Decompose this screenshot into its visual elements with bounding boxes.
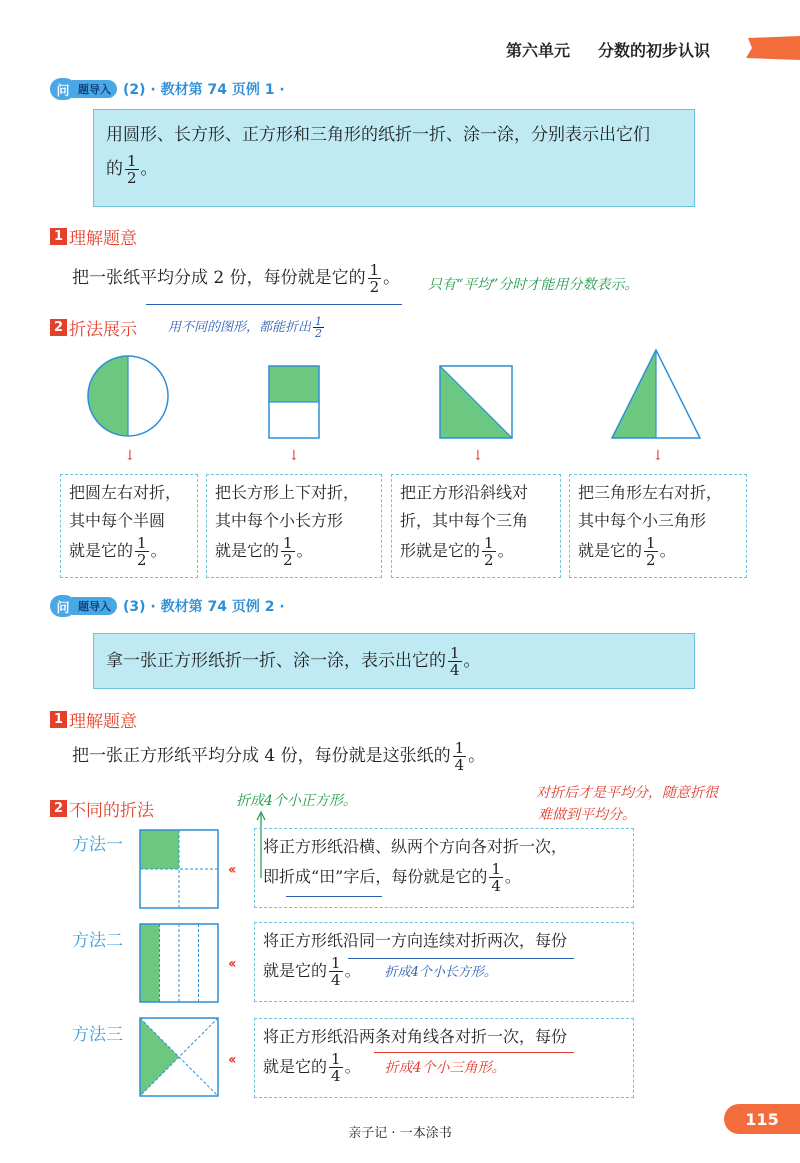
numerator: 1: [283, 534, 293, 552]
q-text-post: 。: [140, 159, 158, 179]
down-arrow-icon: ↓: [472, 448, 484, 464]
period: 。: [296, 541, 313, 560]
fraction-half: [482, 535, 496, 568]
step-label: 理解题意: [69, 712, 137, 732]
circle-half-diagram: [82, 350, 178, 446]
numerator: 1: [315, 315, 323, 328]
numerator: 1: [137, 534, 147, 552]
box-text: 就是它的: [215, 541, 280, 560]
denominator: 2: [484, 551, 494, 569]
numerator: 1: [331, 954, 341, 972]
textbook-ref: (3) · 教材第 74 页例 2 ·: [123, 599, 285, 615]
box-line: [578, 535, 738, 568]
numerator: 1: [369, 261, 380, 279]
understanding-text-1: [72, 262, 400, 295]
box-line: 把正方形沿斜线对: [400, 483, 529, 502]
underline: [286, 896, 382, 897]
q-text: 拿一张正方形纸折一折、涂一涂，表示出它的: [106, 651, 446, 671]
square-diagonal-diagram: [436, 362, 518, 442]
explanation-box-circle: [60, 474, 198, 578]
numerator: 1: [484, 534, 494, 552]
denominator: 2: [646, 551, 656, 569]
box-line: 其中每个小三角形: [578, 511, 707, 530]
numerator: 1: [646, 534, 656, 552]
fraction-half: [125, 153, 139, 186]
triangle-half-diagram: [608, 346, 706, 442]
handwritten-note-green: 折成4个小正方形。: [236, 793, 357, 809]
box-text: 形就是它的: [400, 541, 481, 560]
step-label: 折法展示: [69, 320, 137, 340]
intro-badge-1: [50, 78, 285, 100]
question-box-1: [93, 109, 695, 207]
unit-label: 第六单元: [506, 41, 571, 60]
pointer-chevron-icon: ‹‹: [228, 1052, 234, 1068]
box-text: 就是它的: [578, 541, 643, 560]
underline: [348, 958, 574, 959]
fraction-quarter: [329, 1051, 343, 1084]
step-folding-2: [50, 796, 154, 821]
pointer-chevron-icon: ‹‹: [228, 862, 234, 878]
denominator: 4: [454, 756, 465, 774]
denominator: 2: [369, 278, 380, 296]
numerator: 1: [331, 1050, 341, 1068]
fraction-half: [368, 262, 382, 295]
handwritten-note-blue: 折成4个小长方形。: [384, 965, 497, 980]
method-label-3: 方法三: [72, 1025, 123, 1045]
note-text: 用不同的图形，都能折出: [168, 320, 312, 335]
down-arrow-icon: ↓: [652, 448, 664, 464]
fraction-quarter: [329, 955, 343, 988]
box-line: 把长方形上下对折，: [215, 483, 360, 502]
question-box-2: [93, 633, 695, 689]
period: 。: [344, 1057, 361, 1076]
period: 。: [504, 867, 521, 886]
step-label: 不同的折法: [69, 801, 154, 821]
understanding-sentence: 把一张正方形纸平均分成 4 份，每份就是这张纸的: [72, 746, 451, 766]
denominator: 2: [283, 551, 293, 569]
fraction-quarter: [448, 645, 462, 678]
fraction-quarter: [489, 861, 503, 894]
step-number: 2: [50, 319, 67, 336]
box-line: [215, 535, 373, 568]
pointer-chevron-icon: ‹‹: [228, 956, 234, 972]
badge-label: 题导入: [72, 80, 117, 98]
question-line-1: 用圆形、长方形、正方形和三角形的纸折一折、涂一涂，分别表示出它们: [106, 125, 650, 145]
fraction-half: [313, 316, 324, 339]
step-number: 1: [50, 711, 67, 728]
rectangle-half-diagram: [265, 362, 325, 442]
box-line: 其中每个小长方形: [215, 511, 344, 530]
method-line: [263, 1051, 625, 1084]
handwritten-note-red: 折成4个小三角形。: [384, 1060, 506, 1076]
explanation-box-triangle: [569, 474, 747, 578]
handwritten-note-red-1: 对折后才是平均分，随意折很: [536, 785, 718, 801]
fraction-half: [281, 535, 295, 568]
question-line: [106, 644, 682, 678]
badge-label: 题导入: [72, 597, 117, 615]
step-label: 理解题意: [69, 229, 137, 249]
square-diagonals-diagram: [138, 1016, 222, 1100]
question-icon: 问: [50, 78, 76, 100]
fraction-half: [135, 535, 149, 568]
underline: [374, 1052, 574, 1053]
step-number: 1: [50, 228, 67, 245]
explanation-box-rectangle: [206, 474, 382, 578]
denominator: 2: [127, 169, 137, 187]
numerator: 1: [454, 739, 465, 757]
method-box-2: [254, 922, 634, 1002]
method-line: [263, 861, 625, 894]
denominator: 4: [331, 971, 341, 989]
method-text: 就是它的: [263, 961, 328, 980]
step-number: 2: [50, 800, 67, 817]
numerator: 1: [450, 644, 460, 662]
denominator: 4: [331, 1067, 341, 1085]
step-understand-1: [50, 224, 137, 249]
down-arrow-icon: ↓: [124, 448, 136, 464]
method-text: 就是它的: [263, 1057, 328, 1076]
handwritten-note-blue: [168, 316, 326, 339]
question-icon: 问: [50, 595, 76, 617]
understanding-text-2: [72, 740, 485, 773]
period: 。: [383, 268, 401, 288]
footer-text: 亲子记 · 一本涂书: [348, 1126, 452, 1141]
period: 。: [468, 746, 486, 766]
square-strips-diagram: [138, 922, 222, 1006]
step-folding-1: [50, 315, 137, 340]
handwritten-note-red-2: 难做到平均分。: [538, 807, 636, 823]
textbook-ref: (2) · 教材第 74 页例 1 ·: [123, 82, 285, 98]
method-line: 将正方形纸沿同一方向连续对折两次，每份: [263, 931, 568, 950]
step-understand-2: [50, 707, 137, 732]
box-text: 就是它的: [69, 541, 134, 560]
denominator: 4: [491, 877, 501, 895]
period: 。: [659, 541, 676, 560]
square-grid-diagram: [138, 828, 222, 912]
question-line-2: [106, 152, 682, 186]
explanation-box-square: [391, 474, 561, 578]
fraction-quarter: [453, 740, 467, 773]
header-brush-bar: [744, 34, 800, 62]
q-text-pre: 的: [106, 159, 123, 179]
understanding-sentence: 把一张纸平均分成 2 份，每份就是它的: [72, 268, 366, 288]
denominator: 2: [137, 551, 147, 569]
method-text: 即折成“田”字后，每份就是它的: [263, 867, 488, 886]
chapter-title: 分数的初步认识: [598, 41, 711, 60]
intro-badge-2: [50, 595, 285, 617]
box-line: [400, 535, 552, 568]
method-label-2: 方法二: [72, 931, 123, 951]
period: 。: [497, 541, 514, 560]
handwritten-note-green: 只有“平均”分时才能用分数表示。: [428, 277, 639, 293]
period: 。: [463, 651, 481, 671]
method-line: [263, 955, 625, 988]
box-line: 折，其中每个三角: [400, 511, 529, 530]
method-line: 将正方形纸沿横、纵两个方向各对折一次，: [263, 837, 568, 856]
box-line: 其中每个半圆: [69, 511, 166, 530]
fraction-half: [644, 535, 658, 568]
underline: [146, 304, 402, 305]
period: 。: [150, 541, 167, 560]
numerator: 1: [127, 152, 137, 170]
down-arrow-icon: ↓: [288, 448, 300, 464]
method-box-3: [254, 1018, 634, 1098]
period: 。: [344, 961, 361, 980]
box-line: 把圆左右对折，: [69, 483, 182, 502]
page-number: 115: [724, 1104, 800, 1134]
denominator: 2: [315, 327, 323, 340]
method-line: 将正方形纸沿两条对角线各对折一次，每份: [263, 1027, 568, 1046]
box-line: 把三角形左右对折，: [578, 483, 723, 502]
denominator: 4: [450, 661, 460, 679]
box-line: [69, 535, 189, 568]
method-label-1: 方法一: [72, 835, 123, 855]
numerator: 1: [491, 860, 501, 878]
